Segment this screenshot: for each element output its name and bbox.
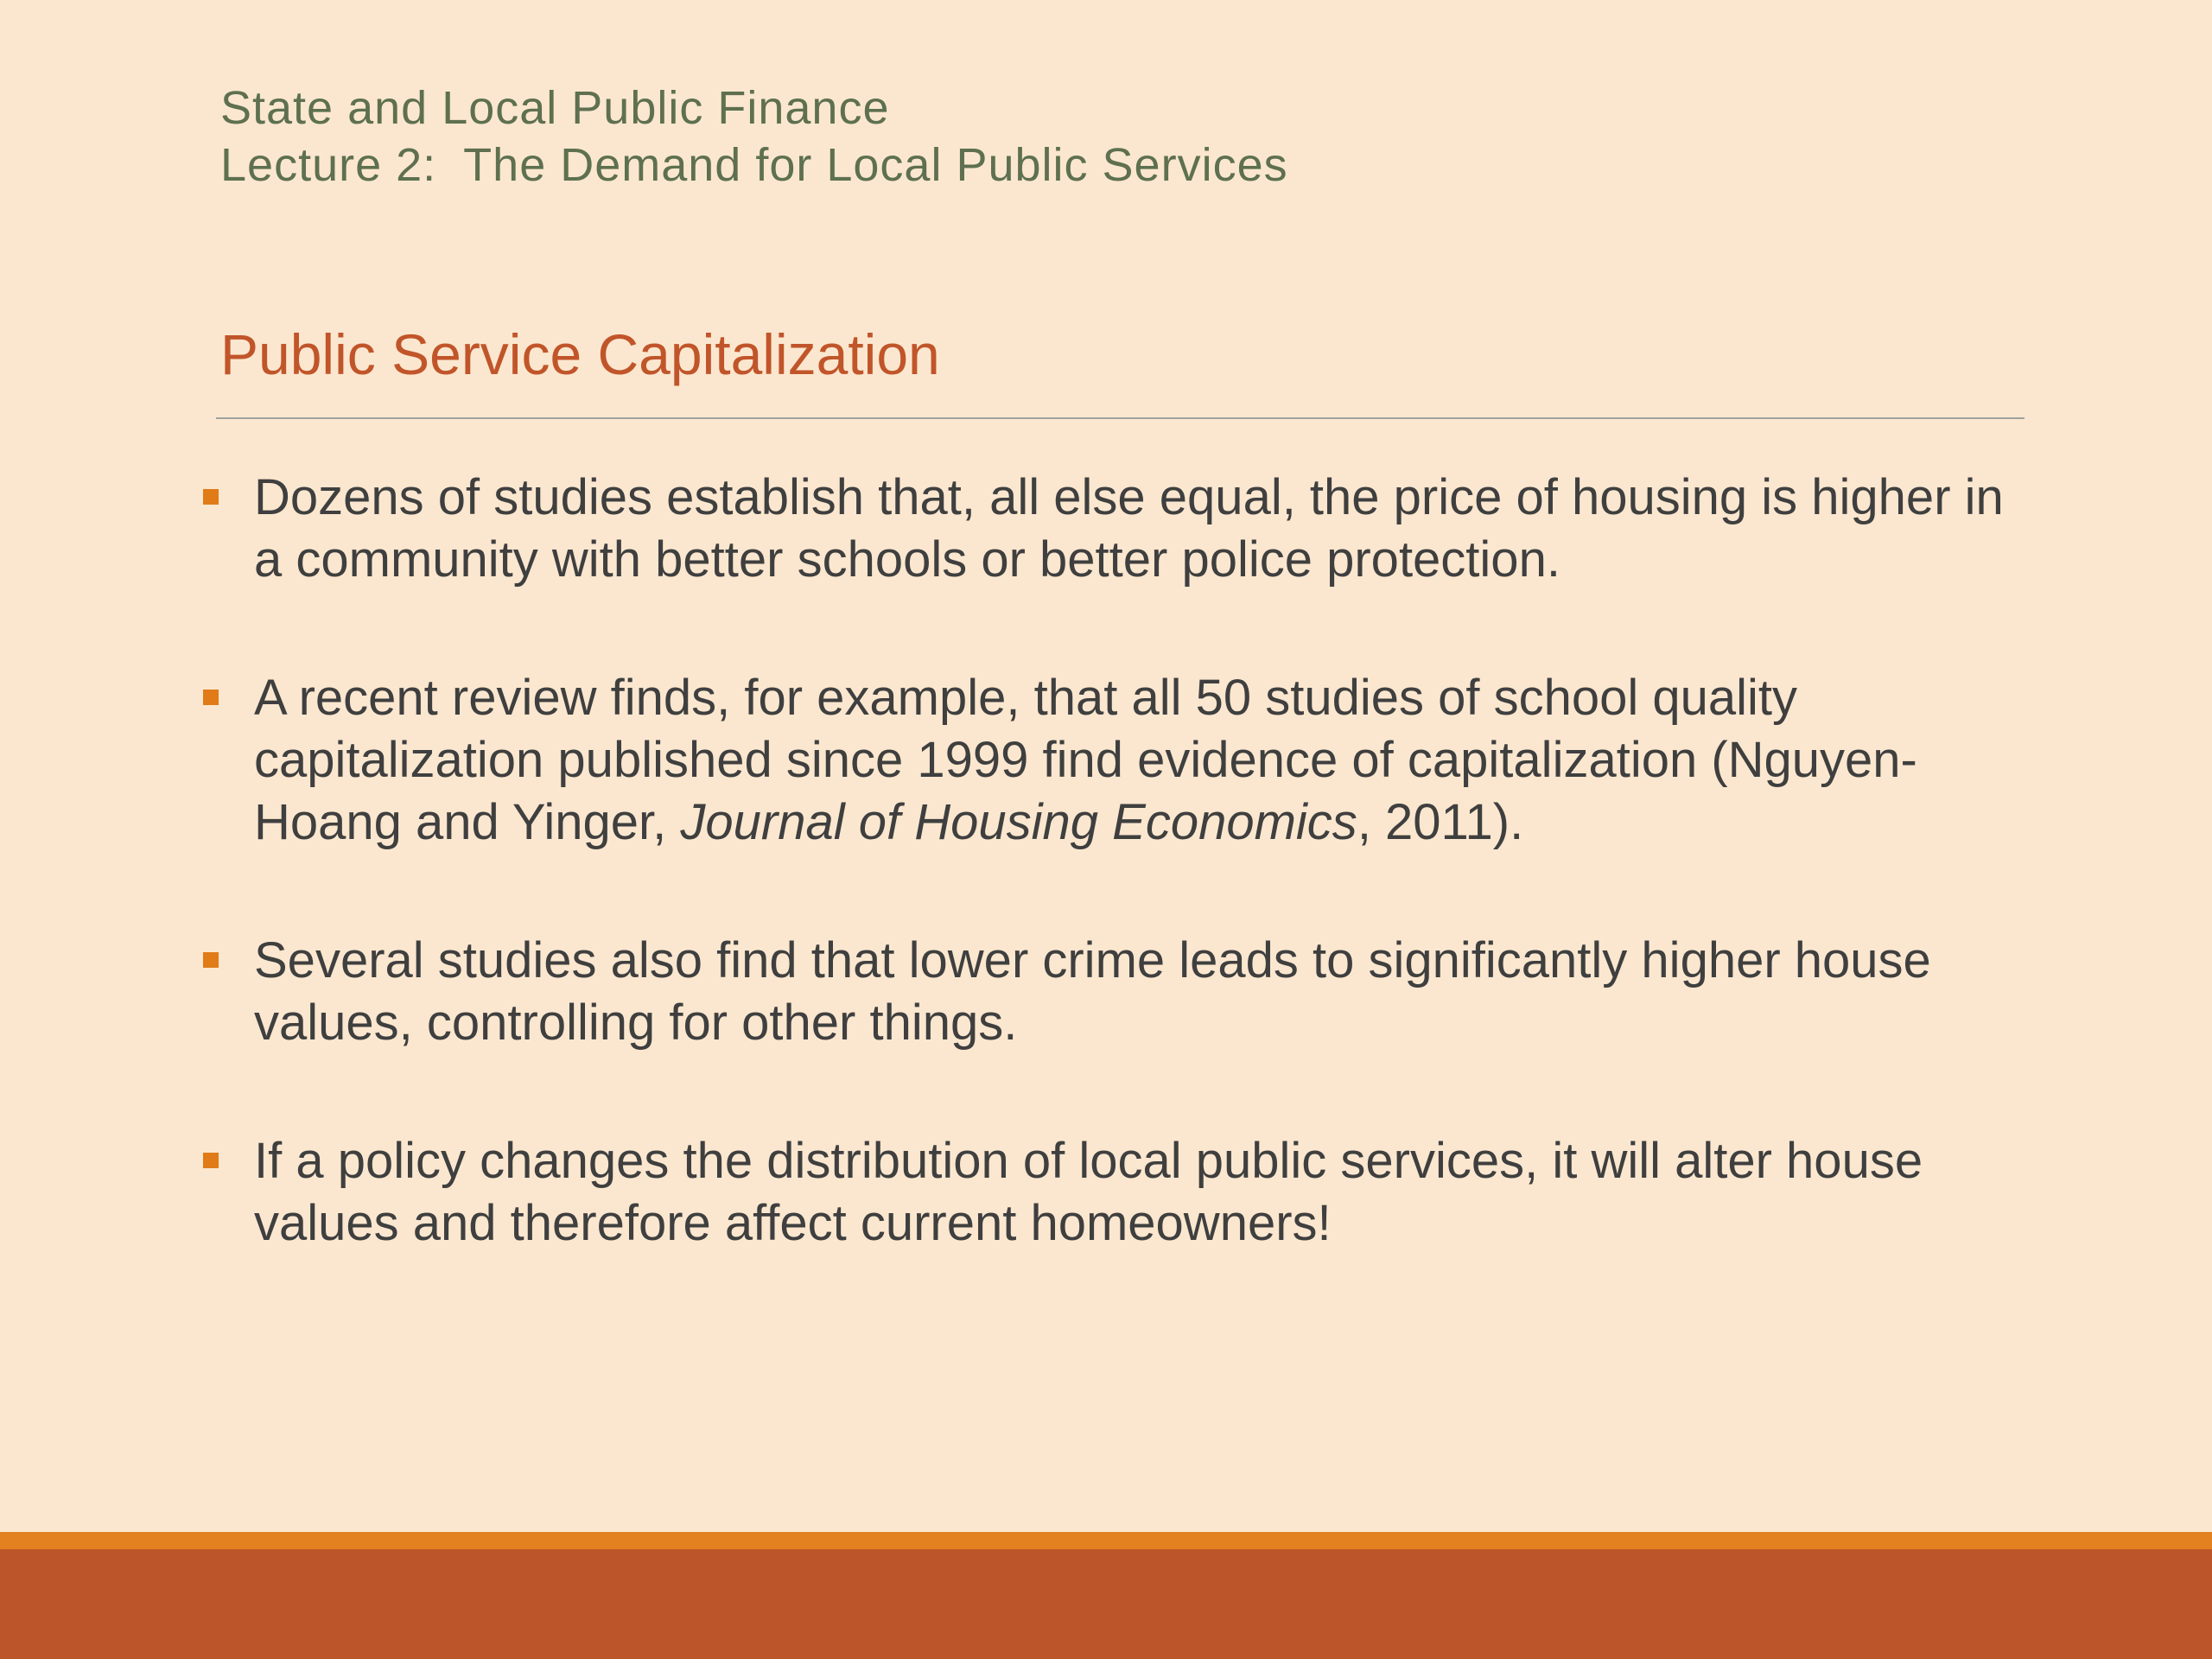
bullet-text: Several studies also find that lower crime leads to significantly higher house values, controlling for other things. bbox=[254, 932, 1931, 1051]
bullet-text: If a policy changes the distribution of local public services, it will alter house values and therefore affect current homeowners! bbox=[254, 1133, 1923, 1251]
square-bullet-icon bbox=[203, 952, 219, 968]
bullet-text-end: , 2011). bbox=[1357, 794, 1524, 850]
square-bullet-icon bbox=[203, 489, 219, 505]
square-bullet-icon bbox=[203, 690, 219, 705]
bullet-text: Dozens of studies establish that, all else equal, the price of housing is higher in a community with better schools or better police protection. bbox=[254, 469, 2004, 588]
bullet-item bbox=[200, 467, 2015, 591]
slide-header bbox=[220, 79, 1288, 194]
footer-bar bbox=[0, 1549, 2212, 1659]
bullet-item bbox=[200, 1130, 2015, 1255]
journal-title: Journal of Housing Economics bbox=[680, 794, 1357, 850]
square-bullet-icon bbox=[203, 1153, 219, 1168]
bullet-list bbox=[200, 467, 2015, 1331]
course-title: State and Local Public Finance bbox=[220, 82, 890, 134]
bullet-text: A recent review finds, for example, that all 50 studies of school quality capitalization published since 1999 find evidence of capitalization (Nguyen-Hoang and Yinger, bbox=[254, 670, 1917, 850]
lecture-title: Lecture 2: The Demand for Local Public Services bbox=[220, 139, 1288, 191]
bullet-item bbox=[200, 930, 2015, 1054]
section-title: Public Service Capitalization bbox=[220, 322, 940, 386]
bullet-item bbox=[200, 667, 2015, 854]
footer-accent-stripe bbox=[0, 1532, 2212, 1549]
title-divider bbox=[216, 417, 2024, 419]
